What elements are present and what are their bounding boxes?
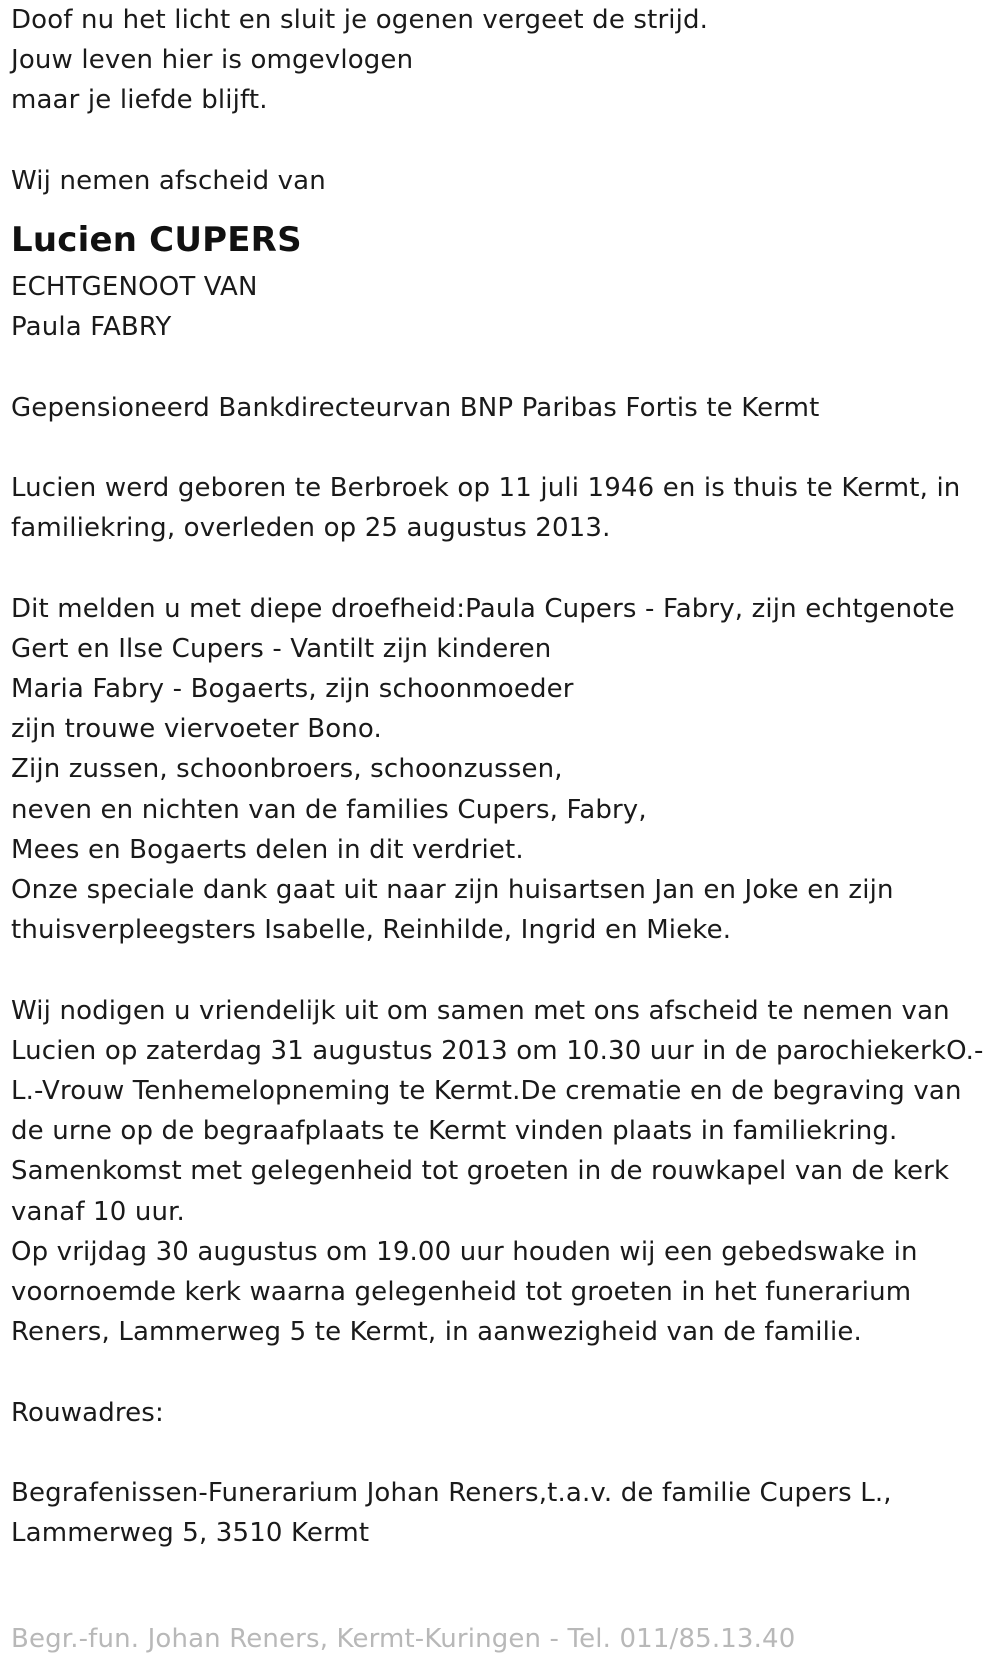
paragraph-line: Dit melden u met diepe droefheid:Paula Cupers - Fabry, zijn echtgenote [11,593,955,624]
address-line: Lammerweg 5, 3510 Kermt [11,1518,370,1549]
paragraph-line: Reners, Lammerweg 5 te Kermt, in aanwezigheid van de familie. [11,1317,862,1348]
birth-death-paragraph [11,468,996,548]
ceremony-paragraph [11,991,996,1353]
spouse-name: Paula FABRY [11,312,172,343]
paragraph-line: familiekring, overleden op 25 augustus 2013. [11,513,611,544]
spacer [11,1352,996,1392]
deceased-block [11,213,996,347]
paragraph-line: voornoemde kerk waarna gelegenheid tot groeten in het funerarium [11,1277,912,1308]
paragraph-line: Gert en Ilse Cupers - Vantilt zijn kinderen [11,633,552,664]
relation-label: ECHTGENOOT VAN [11,272,258,302]
paragraph-line: Mees en Bogaerts delen in dit verdriet. [11,834,524,865]
paragraph-line: Samenkomst met gelegenheid tot groeten in de rouwkapel van de kerk [11,1156,950,1187]
obituary-notice [11,0,996,1553]
poem-line: maar je liefde blijft. [11,85,268,116]
spacer [11,1433,996,1473]
spacer [11,428,996,468]
funeral-home-footer: Begr.-fun. Johan Reners, Kermt-Kuringen - Tel. 011/85.13.40 [11,1624,796,1654]
paragraph-line: Lucien op zaterdag 31 augustus 2013 om 10.30 uur in de parochiekerkO.- [11,1035,984,1066]
occupation-text: Gepensioneerd Bankdirecteurvan BNP Paribas Fortis te Kermt [11,392,820,423]
paragraph-line: zijn trouwe viervoeter Bono. [11,714,382,745]
spacer [11,548,996,588]
paragraph-line: neven en nichten van de families Cupers, Fabry, [11,794,647,825]
address-line: Begrafenissen-Funerarium Johan Reners,t.a.v. de familie Cupers L., [11,1478,892,1508]
paragraph-line: Lucien werd geboren te Berbroek op 11 juli 1946 en is thuis te Kermt, in [11,472,961,503]
paragraph-line: Maria Fabry - Bogaerts, zijn schoonmoeder [11,673,574,704]
spacer [11,950,996,990]
paragraph-line: Op vrijdag 30 augustus om 19.00 uur houden wij een gebedswake in [11,1236,918,1267]
intro-text: Wij nemen afscheid van [11,165,326,196]
poem [11,0,996,121]
paragraph-line: Onze speciale dank gaat uit naar zijn huisartsen Jan en Joke en zijn [11,875,894,905]
address-block [11,1473,996,1553]
paragraph-line: Wij nodigen u vriendelijk uit om samen met ons afscheid te nemen van [11,995,950,1026]
deceased-name: Lucien CUPERS [11,220,302,260]
poem-line: Jouw leven hier is omgevlogen [11,45,414,76]
address-label: Rouwadres: [11,1397,164,1428]
spacer [11,347,996,387]
mourners-paragraph [11,589,996,951]
paragraph-line: vanaf 10 uur. [11,1196,185,1227]
paragraph-line: de urne op de begraafplaats te Kermt vinden plaats in familiekring. [11,1116,898,1147]
poem-line: Doof nu het licht en sluit je ogenen vergeet de strijd. [11,5,709,35]
spacer [11,121,996,161]
paragraph-line: Zijn zussen, schoonbroers, schoonzussen, [11,754,563,785]
paragraph-line: thuisverpleegsters Isabelle, Reinhilde, Ingrid en Mieke. [11,915,732,946]
paragraph-line: L.-Vrouw Tenhemelopneming te Kermt.De crematie en de begraving van [11,1076,962,1106]
